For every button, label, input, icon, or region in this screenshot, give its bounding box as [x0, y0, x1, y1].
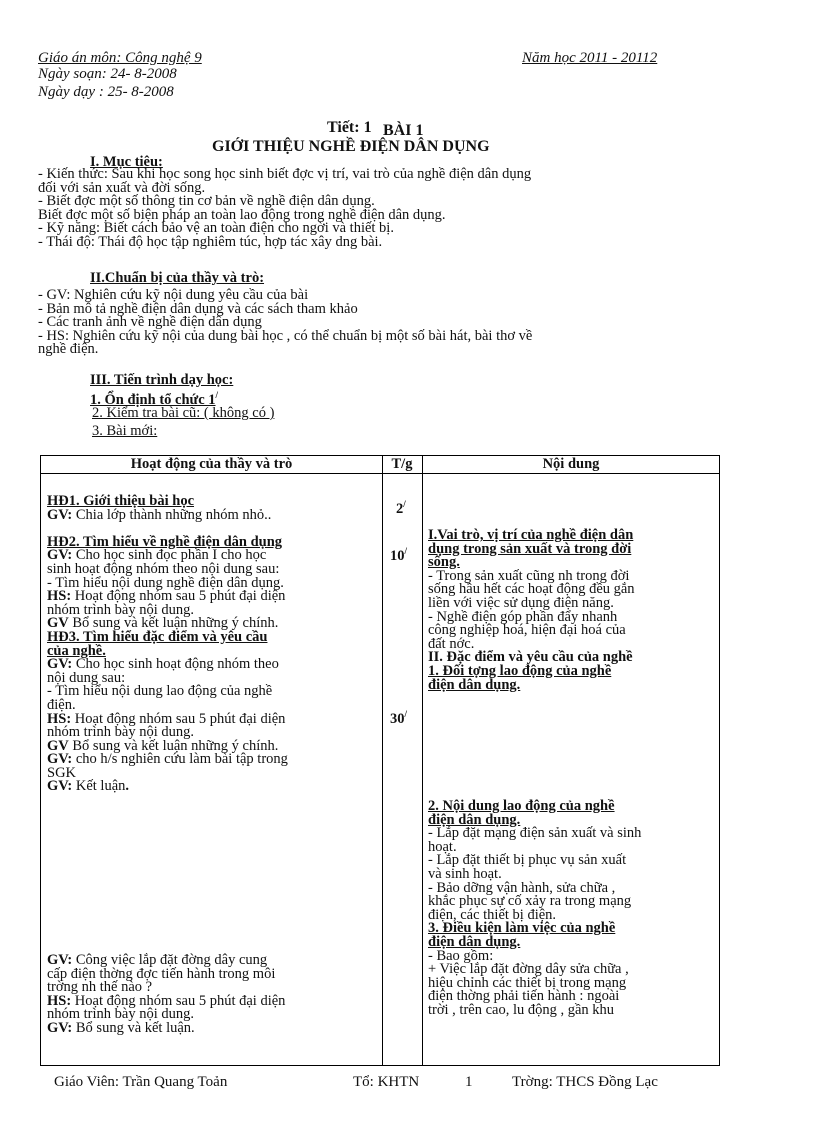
hd3-line	[47, 780, 288, 794]
s3-line: - Lắp đặt thiết bị phục vụ sản xuất	[428, 852, 627, 869]
hd3-title: HĐ3. Tìm hiểu đặc điểm và yêu cầu	[47, 628, 268, 645]
hd2-line: - Tìm hiểu nội dung nghề điện dân dụng.	[47, 574, 284, 591]
time-value	[390, 545, 407, 563]
process-step-1-text: 1. Ổn định tổ chức 1	[90, 391, 216, 408]
content-column-lower	[428, 800, 641, 1018]
objective-line: đối với sản xuất và đời sống.	[38, 179, 206, 196]
objective-line: Biết đợc một số biện pháp an toàn lao động trong nghề điện dân dụng.	[38, 206, 446, 223]
activity-column	[47, 495, 288, 794]
prep-date: Ngày soạn: 24- 8-2008	[38, 66, 177, 82]
objective-line: - Biết đợc một số thông tin cơ bản về nghề điện dân dụng.	[38, 193, 375, 210]
process-heading: III. Tiến trình dạy học:	[90, 372, 234, 388]
hd3-line: nhóm trình bày nội dung.	[47, 724, 195, 741]
hd1-title: HĐ1. Giới thiệu bài học	[47, 493, 195, 509]
s2-subtitle: điện dân dụng.	[428, 676, 521, 693]
preparation-line: nghề điện.	[38, 341, 99, 358]
table-header-rule	[41, 473, 719, 474]
role-label: HS:	[47, 588, 72, 605]
hd3-line: điện.	[47, 696, 76, 713]
hd1-line	[47, 506, 288, 523]
hd2-text: Hoạt động nhóm sau 5 phút đại diện	[71, 588, 286, 605]
s3-line: hoạt.	[428, 838, 457, 855]
s4-title: điện dân dụng.	[428, 933, 521, 950]
s1-line: liền với việc sử dụng điện năng.	[428, 594, 614, 611]
table-divider	[422, 456, 423, 1065]
hd2-title: HĐ2. Tìm hiểu về nghề điện dân dụng	[47, 533, 283, 550]
hd3-text: Bổ sung và kết luận những ý chính.	[68, 737, 279, 754]
hd2-line: nhóm trình bày nội dung.	[47, 601, 195, 618]
role-label: GV:	[47, 778, 73, 795]
process-step-2: 2. Kiểm tra bài cũ: ( không có )	[92, 405, 275, 421]
time-number: 2	[396, 500, 404, 517]
role-label: GV:	[47, 547, 73, 564]
hd2-text: Cho học sinh đọc phần I cho học	[72, 547, 267, 564]
hd3-line: SGK	[47, 764, 77, 781]
s3-title: điện dân dụng.	[428, 811, 521, 828]
hd4-text: Công việc lắp đặt đờng dây cung	[72, 952, 268, 968]
preparation-line: - Bản mô tả nghề điện dân dụng và các sách tham khảo	[38, 300, 358, 317]
content-column	[428, 529, 635, 692]
s3-line: - Bảo dỡng vận hành, sửa chữa ,	[428, 879, 616, 896]
subject-header: Giáo án môn: Công nghệ 9	[38, 50, 202, 66]
preparation-line: - Các tranh ảnh về nghề điện dân dụng	[38, 314, 262, 331]
role-label: HS:	[47, 992, 72, 1009]
objective-line: - Kỹ năng: Biết cách bảo vệ an toàn điện cho ngời và thiết bị.	[38, 220, 394, 237]
s3-line: khắc phục sự cố xảy ra trong mạng	[428, 893, 632, 910]
time-number: 10	[390, 547, 405, 564]
s1-line: - Nghề điện góp phần đẩy nhanh	[428, 608, 618, 625]
time-mark: /	[403, 499, 406, 509]
s1-line: - Trong sản xuất cũng nh trong đời	[428, 567, 630, 584]
lesson-title: GIỚI THIỆU NGHỀ ĐIỆN DÂN DỤNG	[212, 138, 490, 155]
s3-line: - Lắp đặt mạng điện sản xuất và sinh	[428, 825, 642, 842]
objectives-list	[38, 168, 531, 250]
preparation-line: - GV: Nghiên cứu kỹ nội dung yêu cầu của bài	[38, 287, 309, 303]
time-mark: /	[404, 709, 408, 719]
objective-line: - Kiến thức: Sau khi học song học sinh biết đợc vị trí, vai trò của nghề điện dân dụng	[38, 166, 532, 182]
hd2-line: sinh hoạt động nhóm theo nội dung sau:	[47, 560, 280, 577]
hd3-title: của nghề.	[47, 642, 106, 659]
hd3-dot: .	[125, 778, 130, 795]
objectives-heading: I. Mục tiêu:	[90, 154, 163, 170]
s4-title: 3. Điều kiện làm việc của nghề	[428, 920, 616, 937]
hd3-text: Cho học sinh hoạt động nhóm theo	[72, 656, 279, 673]
s4-line: trời , trên cao, lu động , gần khu	[428, 1001, 615, 1018]
table-header-activity: Hoạt động của thầy và trò	[130, 456, 293, 472]
hd4-line: cấp điện thờng đợc tiến hành trong môi	[47, 965, 276, 982]
role-label: GV:	[47, 1019, 73, 1036]
role-label: GV:	[47, 656, 73, 673]
s1-title: sống.	[428, 554, 460, 571]
preparation-line: - HS: Nghiên cứu kỹ nội của dung bài học , có thể chuẩn bị một số bài hát, bài thơ về	[38, 327, 533, 344]
process-step-1-mark: /	[215, 390, 219, 400]
hd4-text: Bổ sung và kết luận.	[72, 1019, 195, 1036]
lesson-number: BÀI 1	[383, 122, 424, 139]
preparation-list	[38, 289, 532, 357]
role-label: GV	[47, 737, 69, 754]
footer-school: Trờng: THCS Đồng Lạc	[512, 1074, 658, 1090]
s1-title: dụng trong sản xuất và trong đời	[428, 540, 632, 557]
table-header-content: Nội dung	[542, 456, 600, 472]
footer-group: Tổ: KHTN	[353, 1074, 420, 1090]
table-header-time: T/g	[391, 456, 413, 472]
activity-column-lower	[47, 954, 285, 1036]
time-number: 30	[390, 710, 405, 727]
role-label: GV	[47, 615, 69, 632]
role-label: GV:	[47, 506, 73, 523]
s3-line: và sinh hoạt.	[428, 865, 502, 882]
s1-line: sống hầu hết các hoạt động đều gắn	[428, 581, 635, 598]
hd4-line: nhóm trình bày nội dung.	[47, 1006, 195, 1023]
hd3-text: Hoạt động nhóm sau 5 phút đại diện	[71, 710, 286, 727]
hd4-line	[47, 1019, 285, 1036]
hd4-line: trờng nh thế nào ?	[47, 979, 153, 996]
role-label: GV:	[47, 751, 73, 768]
footer-page: 1	[465, 1074, 473, 1090]
time-mark: /	[404, 546, 408, 556]
time-value	[396, 498, 406, 516]
s4-line: + Việc lắp đặt đờng dây sửa chữa ,	[428, 961, 629, 978]
time-value	[390, 708, 407, 726]
s4-line: - Bao gồm:	[428, 947, 494, 964]
s1-line: công nghiệp hoá, hiện đại hoá của	[428, 622, 626, 639]
table-divider	[382, 456, 383, 1065]
lesson-table	[40, 455, 720, 1066]
hd3-line	[47, 753, 288, 767]
footer-teacher: Giáo Viên: Trần Quang Toản	[54, 1074, 228, 1090]
hd3-line: - Tìm hiểu nội dung lao động của nghề	[47, 683, 273, 700]
teach-date: Ngày dạy : 25- 8-2008	[38, 84, 174, 100]
role-label: HS:	[47, 710, 72, 727]
s1-line: đất nớc.	[428, 635, 475, 652]
s3-line: điện, các thiết bị điện.	[428, 906, 557, 923]
s1-title: I.Vai trò, vị trí của nghề điện dân	[428, 527, 634, 543]
hd1-text: Chia lớp thành những nhóm nhỏ..	[72, 506, 272, 523]
school-year: Năm học 2011 - 20112	[522, 50, 658, 66]
s3-title: 2. Nội dung lao động của nghề	[428, 798, 615, 814]
role-label: GV:	[47, 952, 73, 968]
hd3-line: nội dung sau:	[47, 669, 126, 686]
s2-subtitle: 1. Đối tợng lao động của nghề	[428, 662, 612, 679]
process-step-3: 3. Bài mới:	[92, 423, 158, 439]
hd3-text: cho h/s nghiên cứu làm bài tập trong	[72, 751, 288, 768]
hd4-text: Hoạt động nhóm sau 5 phút đại diện	[71, 992, 286, 1009]
period-label: Tiết: 1	[327, 119, 372, 136]
s2-title: II. Đặc điểm và yêu cầu của nghề	[428, 649, 633, 666]
s4-line: điện thờng phải tiến hành : ngoài	[428, 988, 620, 1005]
hd3-text: Kết luận	[72, 778, 126, 795]
preparation-heading: II.Chuẩn bị của thầy và trò:	[90, 270, 265, 286]
objective-line: - Thái độ: Thái độ học tập nghiêm túc, hợp tác xây dng bài.	[38, 233, 383, 250]
s4-line: hiệu chỉnh các thiết bị trong mạng	[428, 974, 627, 991]
hd2-text: Bổ sung và kết luận những ý chính.	[68, 615, 279, 632]
